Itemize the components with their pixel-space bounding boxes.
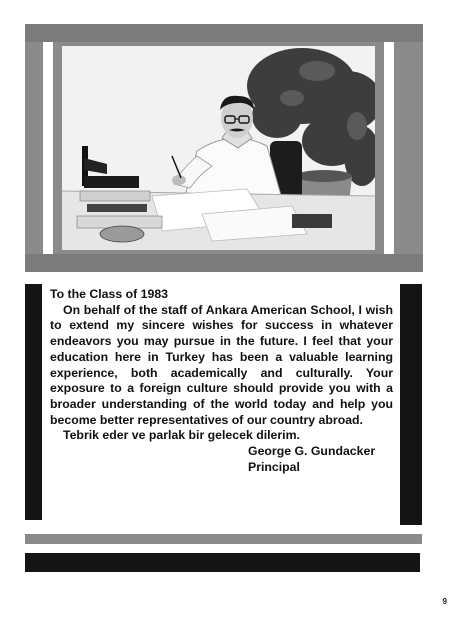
signer-title: Principal (248, 459, 300, 474)
frame-bottom-strip (25, 254, 423, 272)
page-number: 9 (442, 597, 447, 606)
frame-white-stripe-right (384, 42, 394, 254)
black-divider-bar (25, 553, 420, 572)
letter-closing: Tebrik eder ve parlak bir gelecek dilerim. (63, 428, 300, 443)
left-black-bar (25, 284, 42, 520)
letter-greeting: To the Class of 1983 (50, 287, 168, 301)
frame-white-stripe-left (43, 42, 53, 254)
right-black-bar (400, 284, 422, 525)
signer-name: George G. Gundacker (248, 444, 376, 459)
gray-divider-bar (25, 534, 422, 544)
principal-at-desk-illustration (62, 46, 375, 250)
frame-gray-stripe-left (53, 42, 62, 254)
principal-photo (62, 46, 375, 250)
letter-body: On behalf of the staff of Ankara American School, I wish to extend my sincere wishes for success in whatever endeavors you may pursue in the future. I feel that your education here in Turkey has been a valuable learning experience, both academically and culturally. Your exposure to a foreign culture should provide you with a broader understanding of the world today and help you become better representatives of our country abroad. (50, 302, 393, 427)
frame-gray-stripe-right (375, 42, 384, 254)
principal-letter (50, 287, 393, 475)
frame-top-strip (25, 24, 423, 42)
